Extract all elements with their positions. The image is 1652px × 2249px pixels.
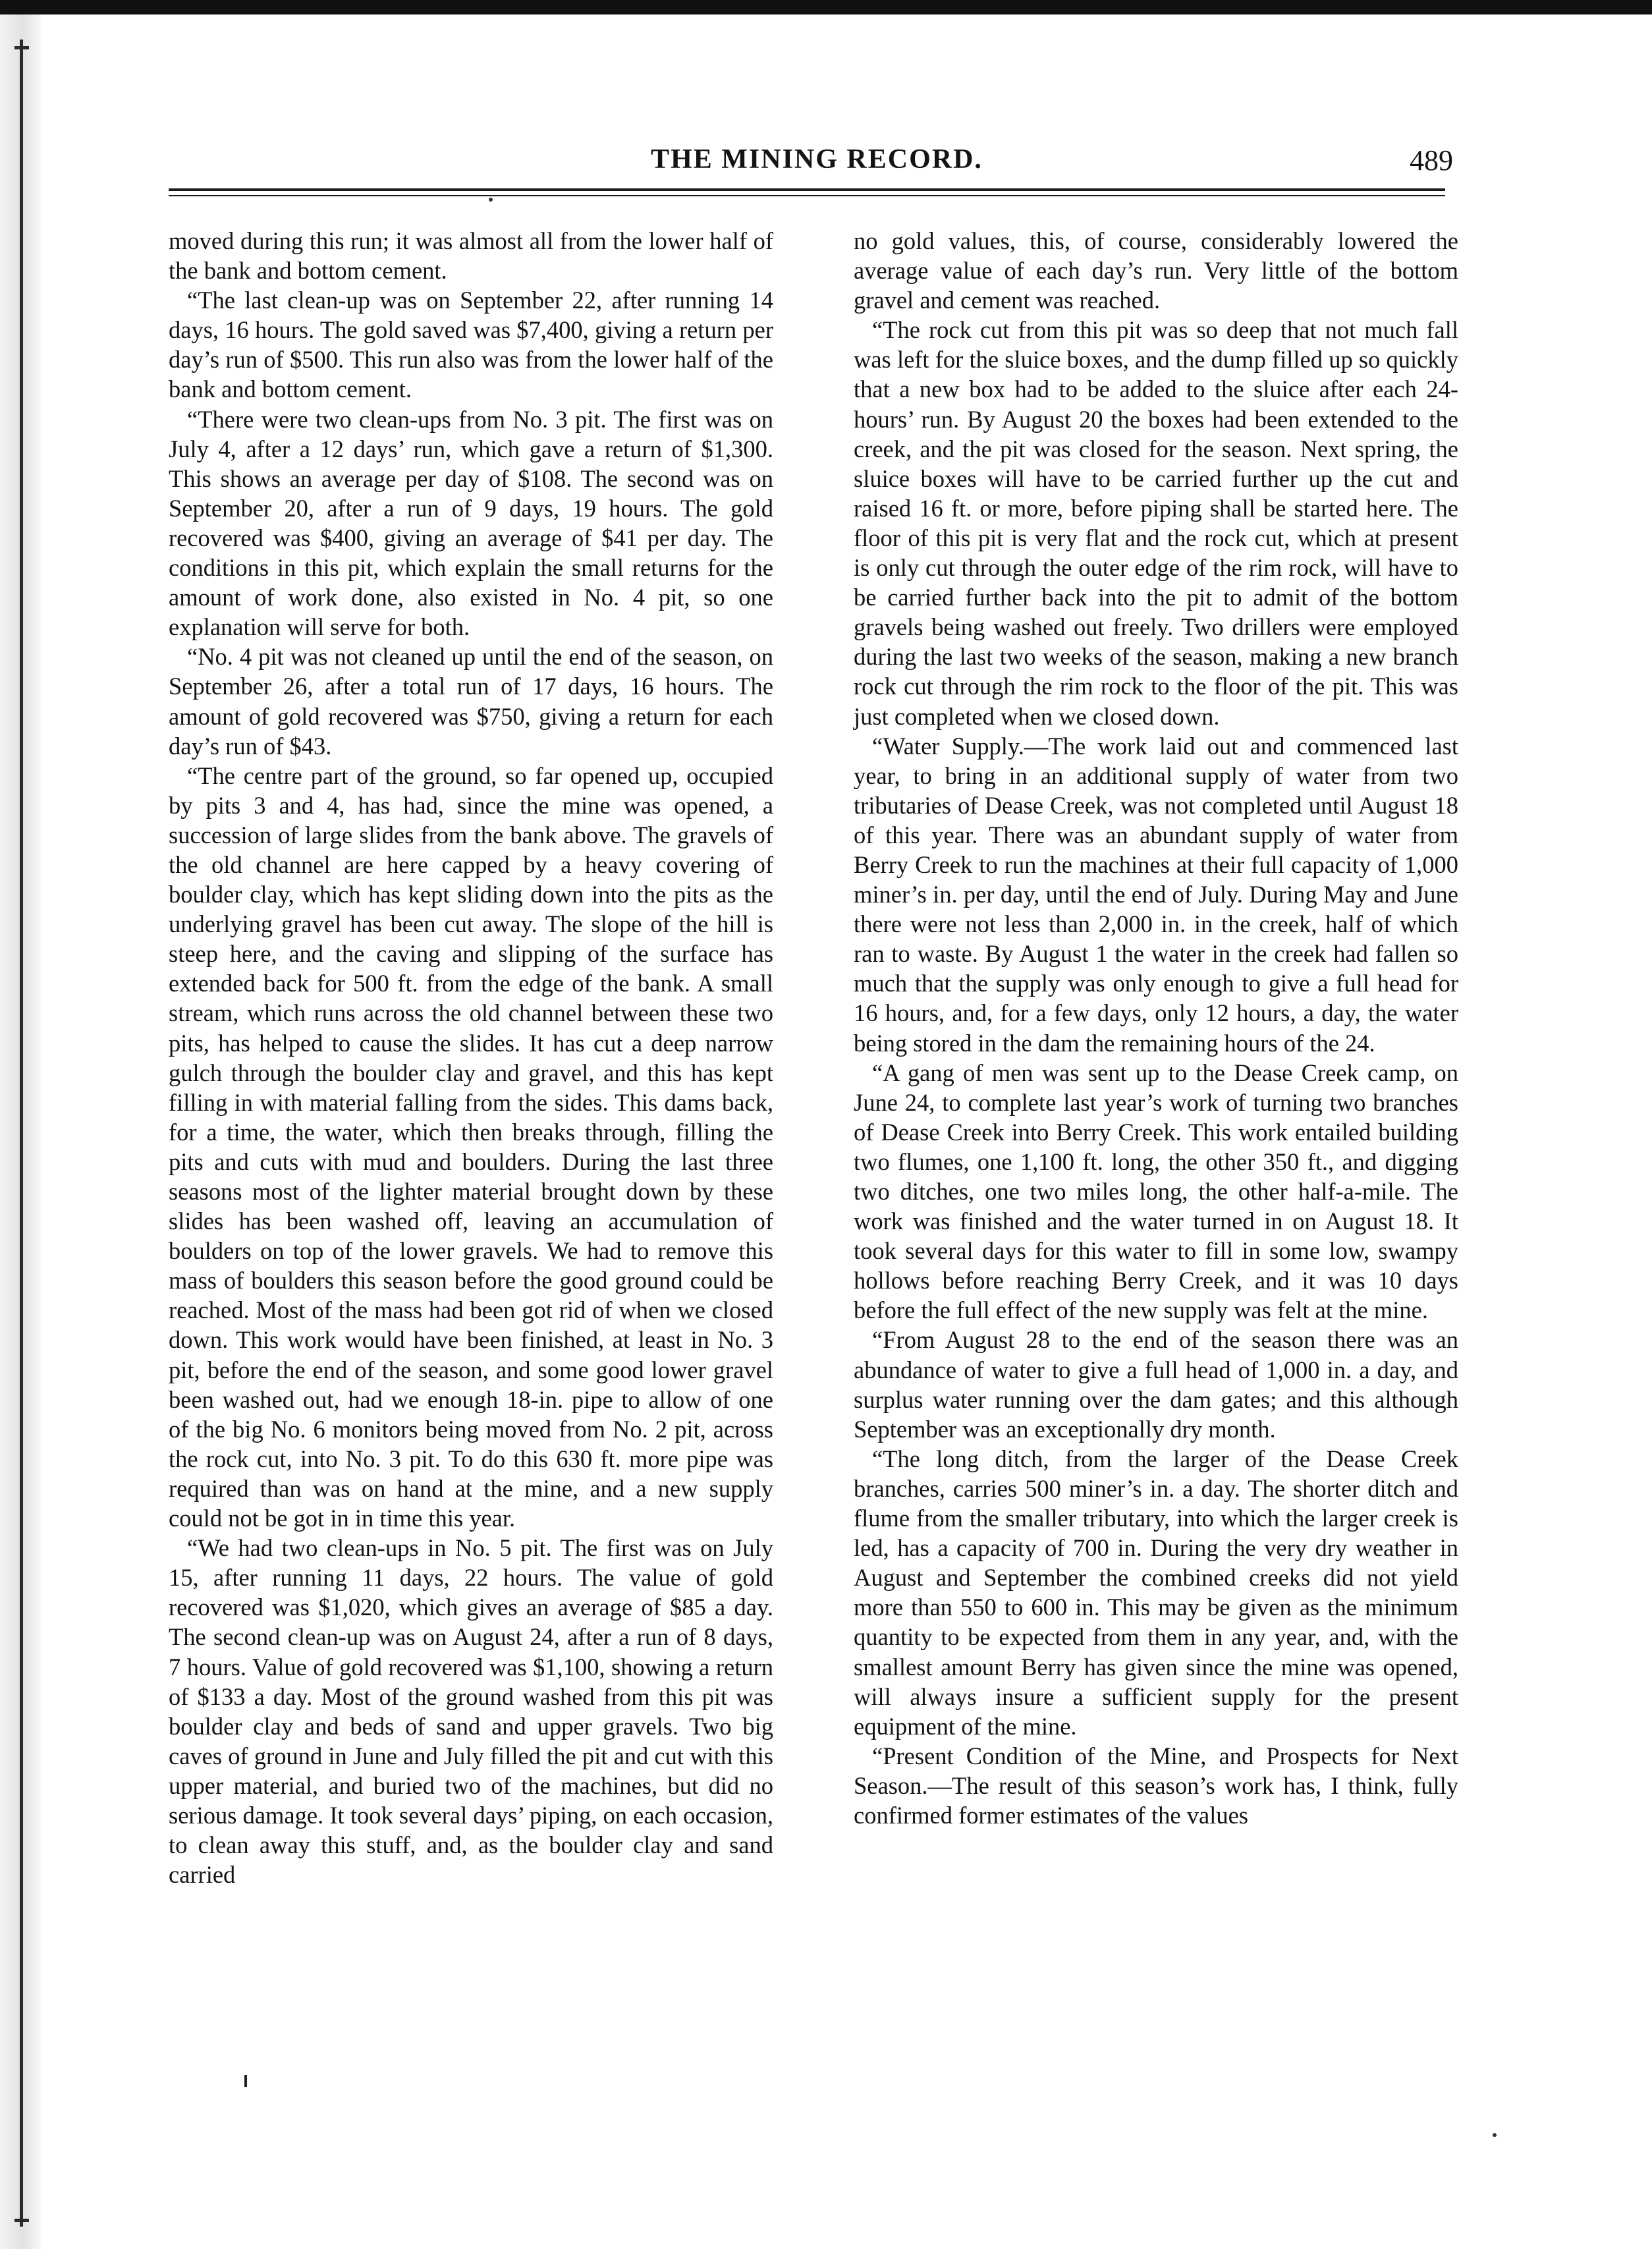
print-mark [244,2075,247,2087]
paragraph: “We had two clean-ups in No. 5 pit. The first was on July 15, after running 11 days, 22 hours. The value of gold recovered was $1,020, which gives an average of $85 a day. The second clean-up was on August 24, after a run of 8 days, 7 hours. Value of gold recovered was $1,100, showing a return of $133 a day. Most of the ground washed from this pit was boulder clay and beds of sand and upper gravels. Two big caves of ground in June and July filled the pit and cut with this upper material, and buried two of the machines, but did no serious damage. It took several days’ piping, on each occasion, to clean away this stuff, and, as the boulder clay and sand carried [169,1534,773,1889]
paragraph: “No. 4 pit was not cleaned up until the end of the season, on September 26, after a total run of 17 days, 16 hours. The amount of gold recovered was $750, giving a return for each day’s run of $43. [169,643,773,760]
binding-tick [14,46,29,49]
binding-line [20,40,23,2227]
right-column [854,226,1458,1830]
binding-tick [14,2219,29,2222]
paragraph: “The centre part of the ground, so far opened up, occupied by pits 3 and 4, has had, since the mine was opened, a succession of large slides from the bank above. The gravels of the old channel are here capped by a heavy covering of boulder clay, which has kept sliding down into the pits as the underlying gravel has been cut away. The slope of the hill is steep here, and the caving and slipping of the surface has extended back for 500 ft. from the edge of the bank. A small stream, which runs across the old channel between these two pits, has helped to cause the slides. It has cut a deep narrow gulch through the boulder clay and gravel, and this has kept filling in with material falling from the sides. This dams back, for a time, the water, which then breaks through, filling the pits and cuts with mud and boulders. During the last three seasons most of the lighter material brought down by these slides has been washed off, leaving an accumulation of boulders on top of the lower gravels. We had to remove this mass of boulders this season before the good ground could be reached. Most of the mass had been got rid of when we closed down. This work would have been finished, at least in No. 3 pit, before the end of the season, and some good lower gravel been washed out, had we enough 18-in. pipe to allow of one of the big No. 6 monitors being moved from No. 2 pit, across the rock cut, into No. 3 pit. To do this 630 ft. more pipe was required than was on hand at the mine, and a new supply could not be got in in time this year. [169,762,773,1532]
print-speck [489,198,493,202]
paragraph: “Present Condition of the Mine, and Prospects for Next Season.—The result of this season’s work has, I think, fully confirmed former estimates of the values [854,1742,1458,1829]
paragraph: “A gang of men was sent up to the Dease Creek camp, on June 24, to complete last year’s work of turning two branches of Dease Creek into Berry Creek. This work entailed building two flumes, one 1,100 ft. long, the other 350 ft., and digging two ditches, one two miles long, the other half-a-mile. The work was finished and the water turned in on August 18. It took several days for this water to fill in some low, swampy hollows before reaching Berry Creek, and it was 10 days before the full effect of the new supply was felt at the mine. [854,1059,1458,1324]
header-rule-thin [169,195,1445,196]
header-rule [169,188,1445,191]
print-speck [1493,2133,1497,2137]
top-border-rule [0,0,1652,14]
paragraph: no gold values, this, of course, considerably lowered the average value of each day’s run. Very little of the bottom gravel and cement was reached. [854,227,1458,314]
paragraph: “The long ditch, from the larger of the Dease Creek branches, carries 500 miner’s in. a day. The shorter ditch and flume from the smaller tributary, into which the larger creek is led, has a capacity of 700 in. During the very dry weather in August and September the combined creeks did not yield more than 550 to 600 in. This may be given as the minimum quantity to be expected from them in any year, and, with the smallest amount Berry has given since the mine was opened, will always insure a sufficient supply for the present equipment of the mine. [854,1445,1458,1740]
page-number: 489 [1410,144,1453,177]
paragraph: “The rock cut from this pit was so deep that not much fall was left for the sluice boxes, and the dump filled up so quickly that a new box had to be added to the sluice after each 24-hours’ run. By August 20 the boxes had been extended to the creek, and the pit was closed for the season. Next spring, the sluice boxes will have to be carried further up the cut and raised 16 ft. or more, before piping shall be started here. The floor of this pit is very flat and the rock cut, which at present is only cut through the outer edge of the rim rock, will have to be carried further back into the pit to admit of the bottom gravels being washed out freely. Two drillers were employed during the last two weeks of the season, making a new branch rock cut through the rim rock to the floor of the pit. This was just completed when we closed down. [854,316,1458,730]
paragraph: moved during this run; it was almost all from the lower half of the bank and bottom cement. [169,227,773,285]
page-header-title: THE MINING RECORD. [651,144,983,175]
paragraph: “The last clean-up was on September 22, after running 14 days, 16 hours. The gold saved was $7,400, giving a return per day’s run of $500. This run also was from the lower half of the bank and bottom cement. [169,287,773,403]
paragraph: “From August 28 to the end of the season there was an abundance of water to give a full head of 1,000 in. a day, and surplus water running over the dam gates; and this although September was an exceptionally dry month. [854,1326,1458,1443]
paragraph: “Water Supply.—The work laid out and commenced last year, to bring in an additional supply of water from two tributaries of Dease Creek, was not completed until August 18 of this year. There was an abundant supply of water from Berry Creek to run the machines at their full capacity of 1,000 miner’s in. per day, until the end of July. During May and June there were not less than 2,000 in. in the creek, half of which ran to waste. By August 1 the water in the creek had fallen so much that the supply was only enough to give a full head for 16 hours, and, for a few days, only 12 hours, a day, the water being stored in the dam the remaining hours of the 24. [854,732,1458,1057]
paragraph: “There were two clean-ups from No. 3 pit. The first was on July 4, after a 12 days’ run, which gave a return of $1,300. This shows an average per day of $108. The second was on September 20, after a run of 9 days, 19 hours. The gold recovered was $400, giving an average of $41 per day. The conditions in this pit, which explain the small returns for the amount of work done, also existed in No. 4 pit, so one explanation will serve for both. [169,405,773,641]
left-column [169,226,773,1889]
